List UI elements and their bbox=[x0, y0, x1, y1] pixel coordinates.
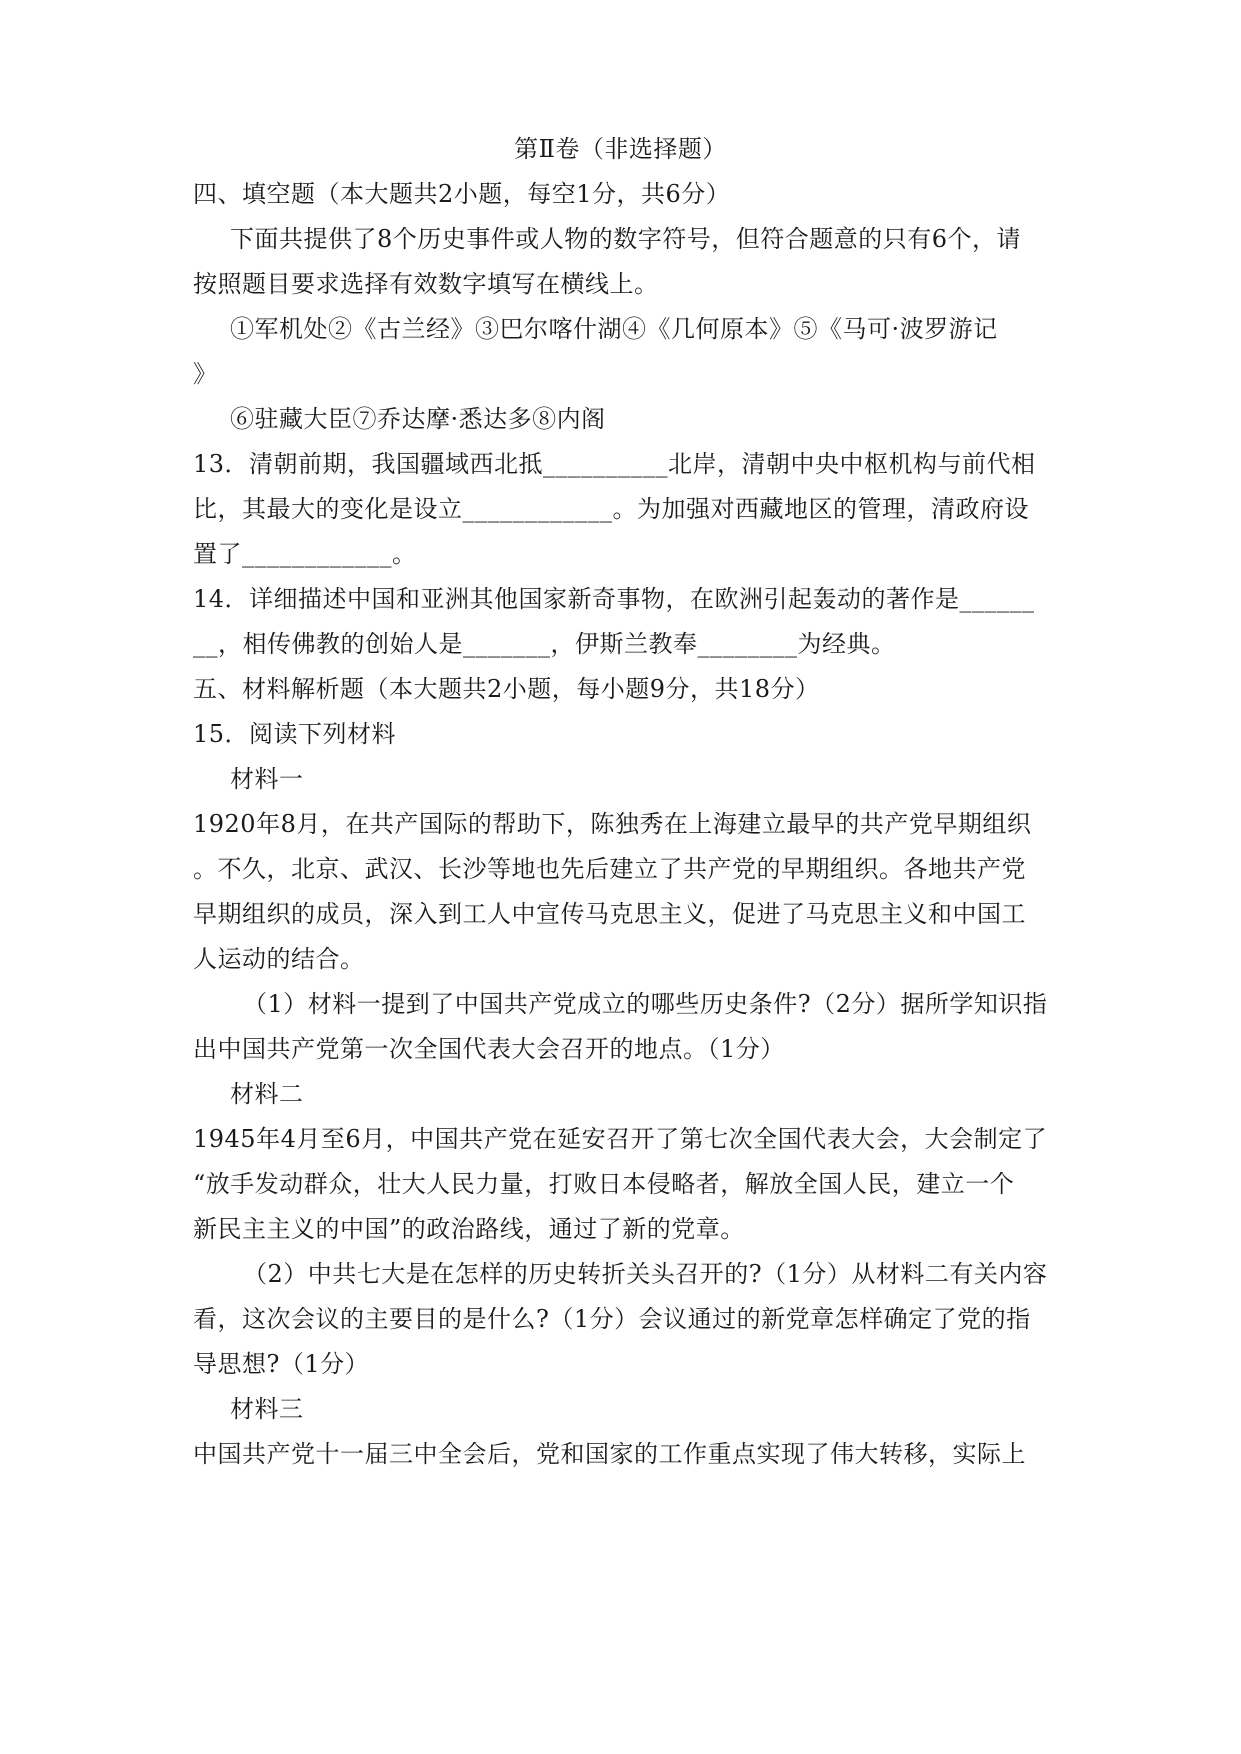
material-two-line-3: 新民主主义的中国”的政治路线，通过了新的党章。 bbox=[193, 1215, 745, 1243]
question-14-line-2: __，相传佛教的创始人是_______，伊斯兰教奉________为经典。 bbox=[193, 630, 896, 658]
options-line-2: ⑥驻藏大臣⑦乔达摩·悉达多⑧内阁 bbox=[230, 405, 606, 433]
subquestion-2-line-3: 导思想?（1分） bbox=[193, 1350, 370, 1378]
subquestion-2-line-1: （2）中共七大是在怎样的历史转折关头召开的?（1分）从材料二有关内容 bbox=[243, 1260, 1048, 1288]
material-two-label: 材料二 bbox=[230, 1080, 304, 1108]
section-five-heading: 五、材料解析题（本大题共2小题，每小题9分，共18分） bbox=[193, 675, 820, 703]
question-15-heading: 15．阅读下列材料 bbox=[193, 720, 397, 748]
material-one-line-2: 。不久，北京、武汉、长沙等地也先后建立了共产党的早期组织。各地共产党 bbox=[193, 855, 1026, 883]
options-line-1-cont: 》 bbox=[193, 360, 218, 388]
instruction-line-1: 下面共提供了8个历史事件或人物的数字符号，但符合题意的只有6个，请 bbox=[230, 225, 1022, 253]
material-one-label: 材料一 bbox=[230, 765, 304, 793]
section-four-heading: 四、填空题（本大题共2小题，每空1分，共6分） bbox=[193, 180, 731, 208]
subquestion-1-line-2: 出中国共产党第一次全国代表大会召开的地点。（1分） bbox=[193, 1035, 785, 1063]
material-one-line-3: 早期组织的成员，深入到工人中宣传马克思主义，促进了马克思主义和中国工 bbox=[193, 900, 1026, 928]
options-line-1: ①军机处②《古兰经》③巴尔喀什湖④《几何原本》⑤《马可·波罗游记 bbox=[230, 315, 998, 343]
question-13-line-2: 比，其最大的变化是设立____________。为加强对西藏地区的管理，清政府设 bbox=[193, 495, 1029, 523]
subquestion-2-line-2: 看，这次会议的主要目的是什么?（1分）会议通过的新党章怎样确定了党的指 bbox=[193, 1305, 1031, 1333]
section-title: 第Ⅱ卷（非选择题） bbox=[514, 135, 727, 163]
material-three-line-1: 中国共产党十一届三中全会后，党和国家的工作重点实现了伟大转移，实际上 bbox=[193, 1440, 1026, 1468]
material-one-line-4: 人运动的结合。 bbox=[193, 945, 365, 973]
material-two-line-1: 1945年4月至6月，中国共产党在延安召开了第七次全国代表大会，大会制定了 bbox=[193, 1125, 1048, 1153]
question-13-line-3: 置了____________。 bbox=[193, 540, 417, 568]
material-one-line-1: 1920年8月，在共产国际的帮助下，陈独秀在上海建立最早的共产党早期组织 bbox=[193, 810, 1032, 838]
material-three-label: 材料三 bbox=[230, 1395, 304, 1423]
subquestion-1-line-1: （1）材料一提到了中国共产党成立的哪些历史条件?（2分）据所学知识指 bbox=[243, 990, 1048, 1018]
material-two-line-2: “放手发动群众，壮大人民力量，打败日本侵略者，解放全国人民，建立一个 bbox=[193, 1170, 1015, 1198]
question-13-line-1: 13．清朝前期，我国疆域西北抵__________北岸，清朝中央中枢机构与前代相 bbox=[193, 450, 1036, 478]
instruction-line-2: 按照题目要求选择有效数字填写在横线上。 bbox=[193, 270, 659, 298]
question-14-line-1: 14．详细描述中国和亚洲其他国家新奇事物，在欧洲引起轰动的著作是______ bbox=[193, 585, 1035, 613]
